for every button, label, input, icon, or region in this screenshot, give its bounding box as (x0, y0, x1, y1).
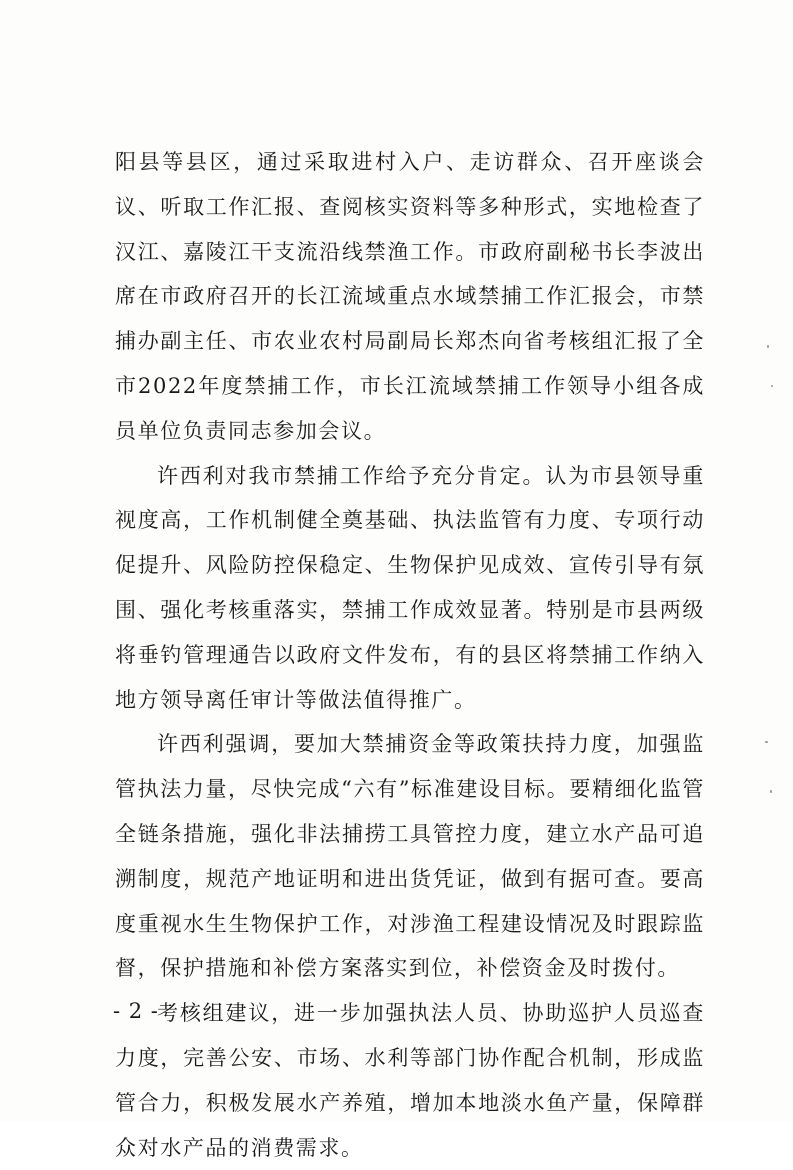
document-body (115, 140, 705, 1170)
scan-speck (771, 385, 773, 387)
paragraph-emphasis: 许西利强调，要加大禁捕资金等政策扶持力度，加强监管执法力量，尽快完成“六有”标准建设目标。要精细化监管全链条措施，强化非法捕捞工具管控力度，建立水产品可追溯制度，规范产地证明和进出货凭证，做到有据可查。要高度重视水生生物保护工作，对涉渔工程建设情况及时跟踪监督，保护措施和补偿方案落实到位，补偿资金及时拨付。 (115, 732, 705, 981)
scan-speck (765, 741, 768, 743)
paragraph-affirmation: 许西利对我市禁捕工作给予充分肯定。认为市县领导重视度高，工作机制健全奠基础、执法监管有力度、专项行动促提升、风险防控保稳定、生物保护见成效、宣传引导有氛围、强化考核重落实，禁捕工作成效显著。特别是市县两级将垂钓管理通告以政府文件发布，有的县区将禁捕工作纳入地方领导离任审计等做法值得推广。 (115, 463, 705, 712)
paragraph-suggestion: 考核组建议，进一步加强执法人员、协助巡护人员巡查力度，完善公安、市场、水利等部门协作配合机制，形成监管合力，积极发展水产养殖，增加本地淡水鱼产量，保障群众对水产品的消费需求。 (115, 1001, 705, 1160)
page-number: - 2 - (113, 999, 159, 1023)
scan-speck (767, 345, 769, 348)
paragraph-continued: 阳县等县区，通过采取进村入户、走访群众、召开座谈会议、听取工作汇报、查阅核实资料等多种形式，实地检查了汉江、嘉陵江干支流沿线禁渔工作。市政府副秘书长李波出席在市政府召开的长江流域重点水域禁捕工作汇报会，市禁捕办副主任、市农业农村局副局长郑杰向省考核组汇报了全市2022年度禁捕工作，市长江流域禁捕工作领导小组各成员单位负责同志参加会议。 (115, 150, 705, 443)
scan-speck (770, 790, 772, 793)
